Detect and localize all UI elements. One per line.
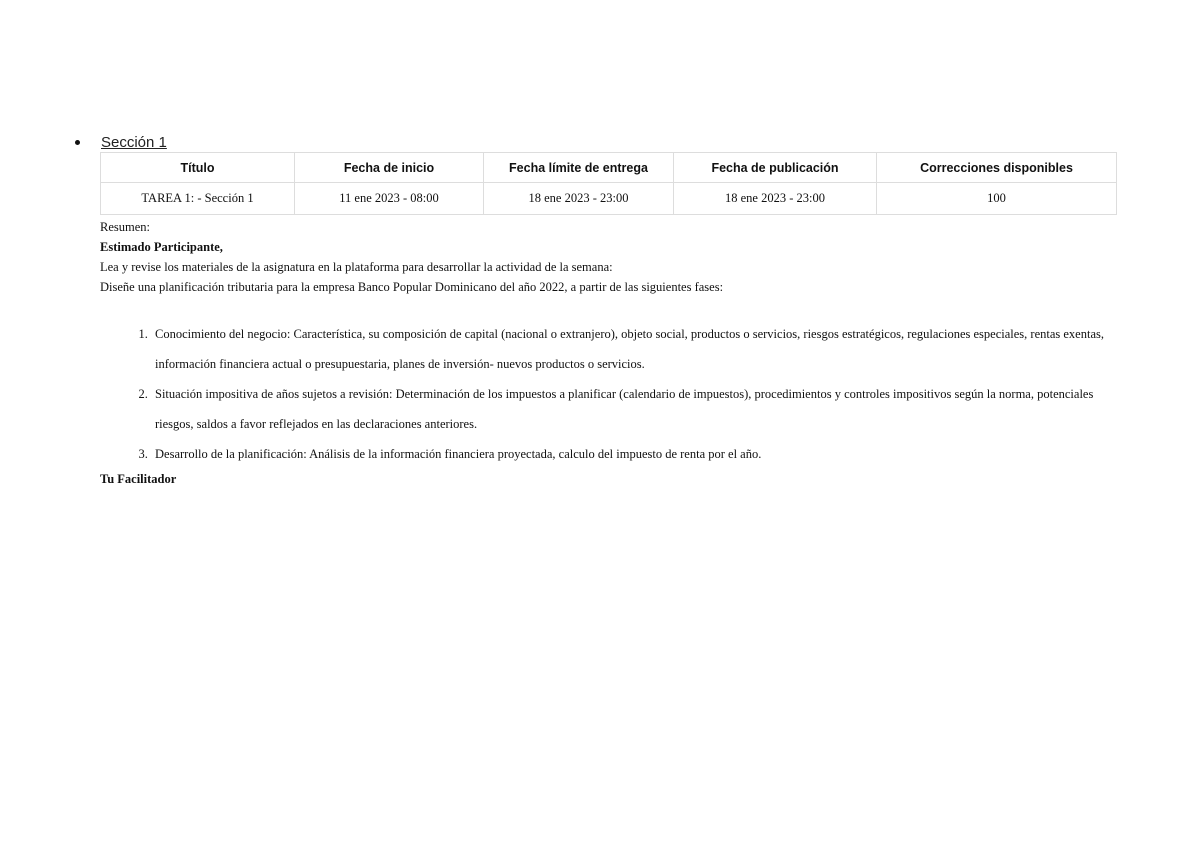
summary-label: Resumen: (100, 220, 150, 234)
cell-title[interactable]: TAREA 1: - Sección 1 (101, 183, 295, 215)
bullet-icon (75, 140, 80, 145)
section-title-link[interactable]: Sección 1 (101, 133, 167, 151)
table-row[interactable] (101, 183, 1117, 215)
greeting: Estimado Participante, (100, 240, 223, 254)
list-item: 2. Situación impositiva de años sujetos a revisión: Determinación de los impuestos a planificar (calendario de impuestos), procedimientos y controles impositivos según la norma, potenciales riesgos, saldos a favor reflejados en las declaraciones anteriores. (151, 379, 1110, 439)
column-header-publish-date: Fecha de publicación (674, 153, 877, 183)
instruction-line-1: Lea y revise los materiales de la asignatura en la plataforma para desarrollar la actividad de la semana: (100, 260, 613, 274)
cell-corrections: 100 (877, 183, 1117, 215)
phases-list (100, 319, 1110, 469)
signature: Tu Facilitador (100, 472, 177, 486)
column-header-title: Título (101, 153, 295, 183)
instruction-line-2: Diseñe una planificación tributaria para la empresa Banco Popular Dominicano del año 2022, a partir de las siguientes fases: (100, 280, 724, 294)
cell-start-date: 11 ene 2023 - 08:00 (295, 183, 484, 215)
section-header (72, 132, 1132, 152)
column-header-due-date: Fecha límite de entrega (484, 153, 674, 183)
list-item: 3. Desarrollo de la planificación: Análisis de la información financiera proyectada, calculo del impuesto de renta por el año. (151, 439, 1110, 469)
cell-publish-date: 18 ene 2023 - 23:00 (674, 183, 877, 215)
section-block (72, 132, 1132, 486)
assignments-table (100, 152, 1117, 215)
summary-block (100, 217, 1110, 489)
column-header-start-date: Fecha de inicio (295, 153, 484, 183)
column-header-corrections: Correcciones disponibles (877, 153, 1117, 183)
table-header-row (101, 153, 1117, 183)
cell-due-date: 18 ene 2023 - 23:00 (484, 183, 674, 215)
list-item: 1. Conocimiento del negocio: Característica, su composición de capital (nacional o extranjero), objeto social, productos o servicios, riesgos estratégicos, regulaciones especiales, rentas exentas, información financiera actual o presupuestaria, planes de inversión- nuevos productos o servicios. (151, 319, 1110, 379)
